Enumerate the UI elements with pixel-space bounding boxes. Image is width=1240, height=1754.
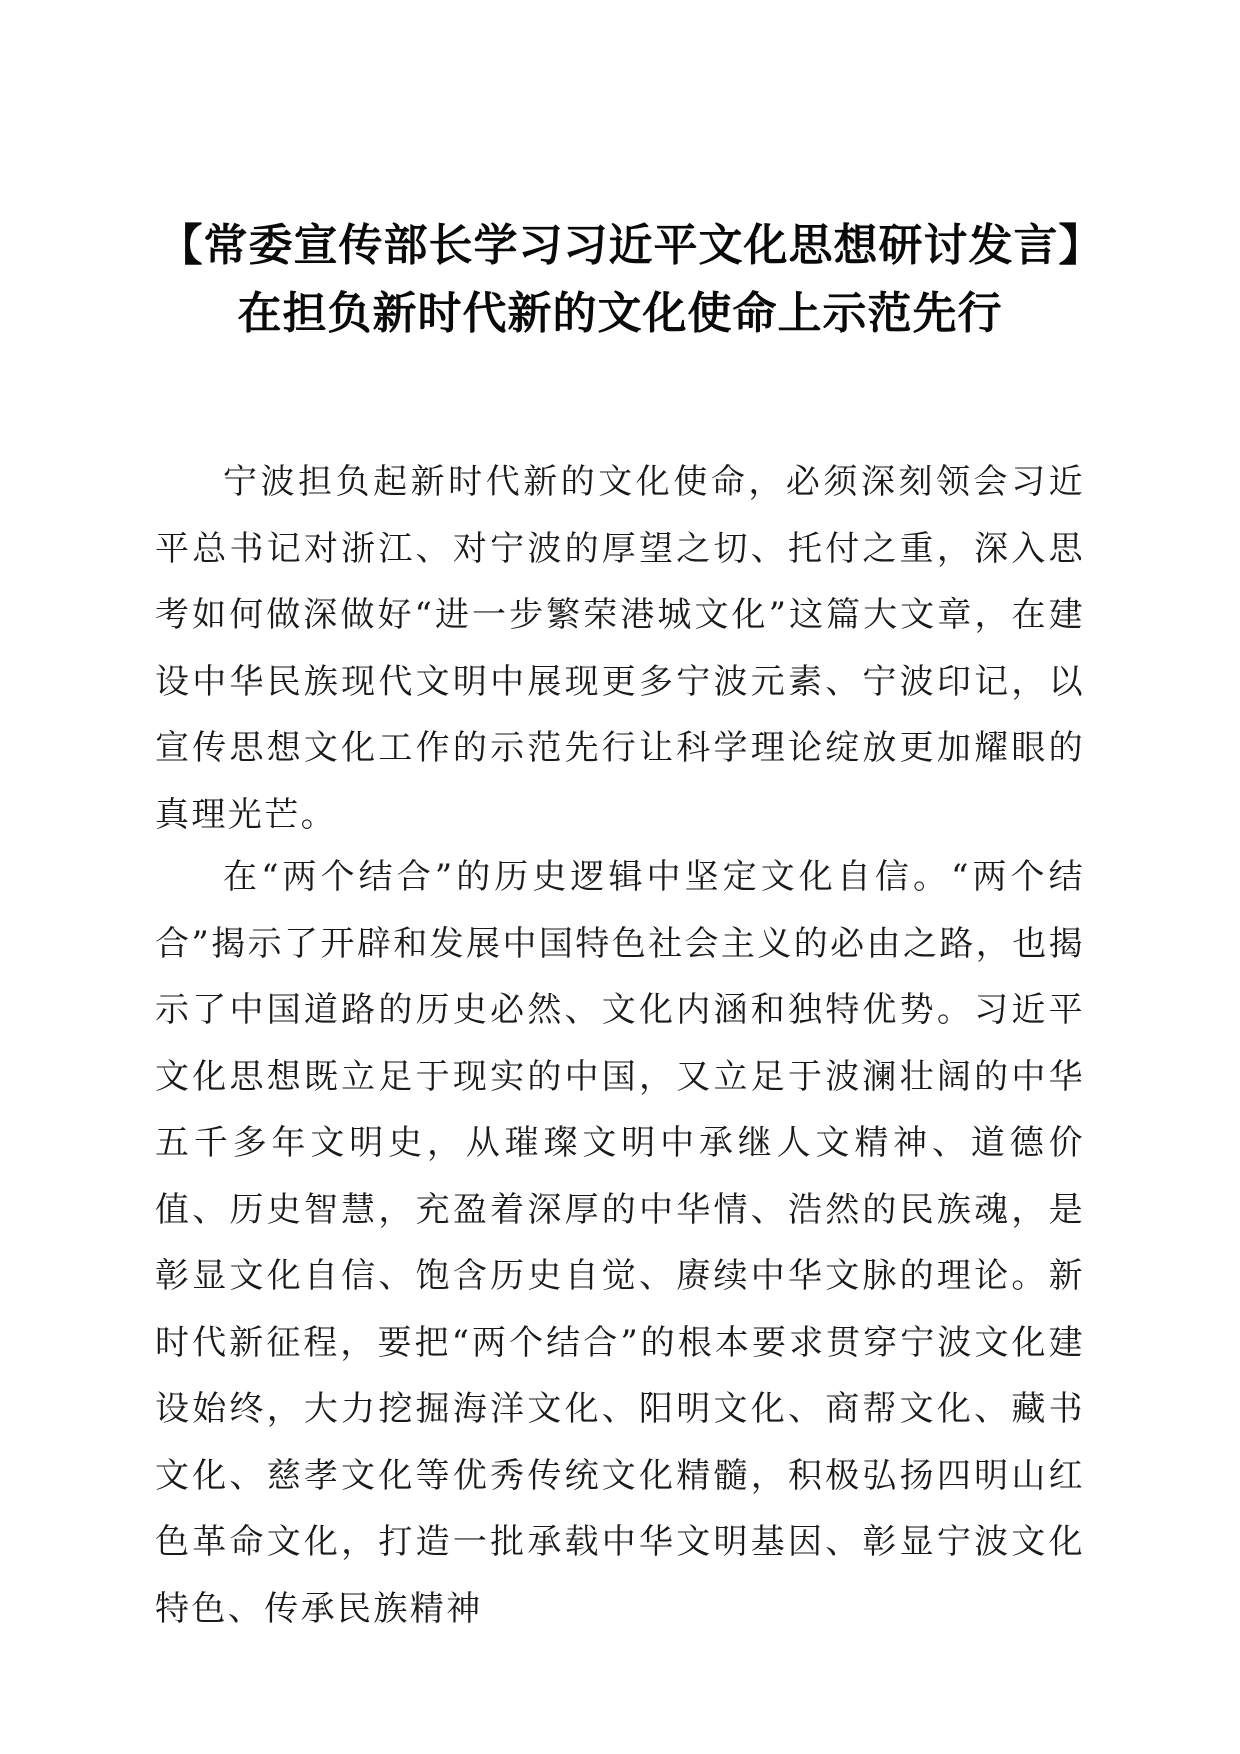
document-title: 【常委宣传部长学习习近平文化思想研讨发言】在担负新时代新的文化使命上示范先行 [158,220,1082,339]
paragraph-1: 宁波担负起新时代新的文化使命，必须深刻领会习近平总书记对浙江、对宁波的厚望之切、托付之重，深入思考如何做深做好“进一步繁荣港城文化”这篇大文章，在建设中华民族现代文明中展现更多宁波元素、宁波印记，以宣传思想文化工作的示范先行让科学理论绽放更加耀眼的真理光芒。 [155,462,1085,835]
paragraph-2: 在“两个结合”的历史逻辑中坚定文化自信。“两个结合”揭示了开辟和发展中国特色社会主义的必由之路，也揭示了中国道路的历史必然、文化内涵和独特优势。习近平文化思想既立足于现实的中国，又立足于波澜壮阔的中华五千多年文明史，从璀璨文明中承继人文精神、道德价值、历史智慧，充盈着深厚的中华情、浩然的民族魂，是彰显文化自信、饱含历史自觉、赓续中华文脉的理论。新时代新征程，要把“两个结合”的根本要求贯穿宁波文化建设始终，大力挖掘海洋文化、阳明文化、商帮文化、藏书文化、慈孝文化等优秀传统文化精髓，积极弘扬四明山红色革命文化，打造一批承载中华文明基因、彰显宁波文化特色、传承民族精神 [155,857,1085,1629]
